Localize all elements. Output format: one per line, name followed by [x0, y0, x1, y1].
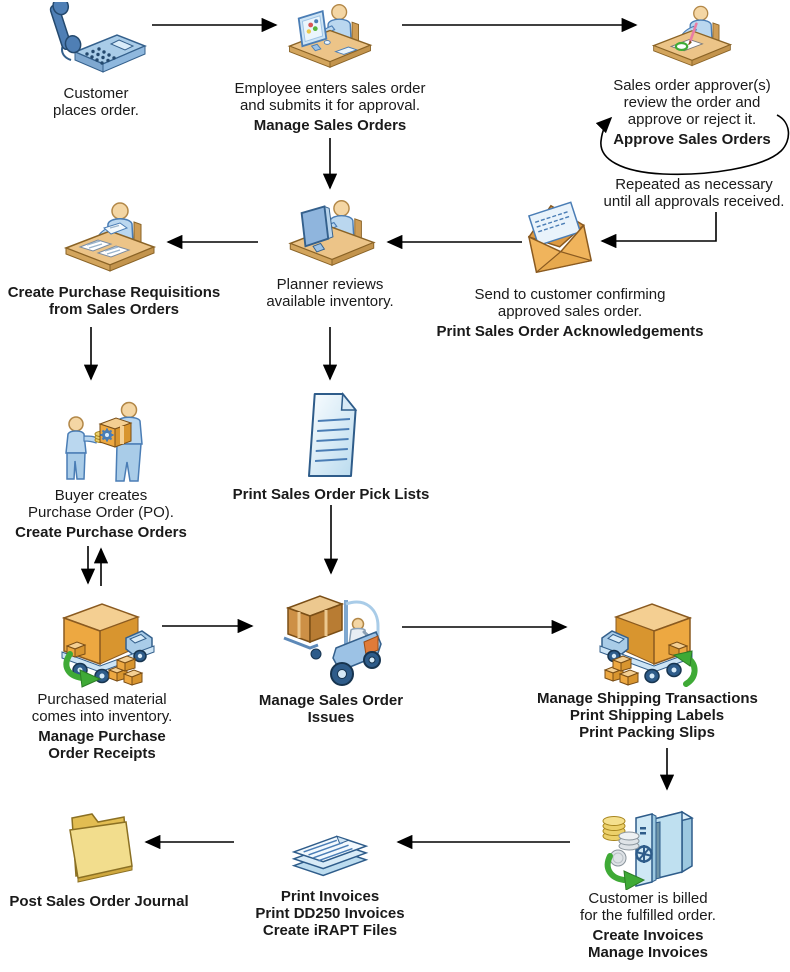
- label-approve: [582, 77, 790, 148]
- label-line: Purchase Order (PO).: [28, 504, 174, 521]
- outgoing-truck-icon: [598, 592, 698, 688]
- function-name: Manage Purchase: [38, 728, 166, 745]
- label-line: places order.: [53, 102, 139, 119]
- buyer-supplier-exchange-icon: [54, 384, 152, 486]
- label-receipts: [2, 691, 202, 762]
- function-name: Manage Invoices: [587, 944, 709, 961]
- function-name: Create iRAPT Files: [262, 922, 398, 939]
- label-line: and submits it for approval.: [239, 97, 421, 114]
- label-line: approve or reject it.: [627, 111, 757, 128]
- approver-signing-icon: [648, 2, 736, 70]
- label-shipping: [537, 690, 757, 741]
- label-customer: [16, 85, 176, 119]
- label-line: Customer: [63, 85, 129, 102]
- label-line: Purchased material: [37, 691, 167, 708]
- function-name: Print Packing Slips: [579, 724, 715, 741]
- label-line: Buyer creates: [54, 487, 148, 504]
- function-name: Issues: [307, 709, 355, 726]
- label-requisitions: [4, 284, 224, 318]
- label-line: Send to customer confirming: [474, 286, 666, 303]
- employee-at-computer-icon: [284, 0, 376, 72]
- telephone-icon: [40, 2, 152, 80]
- label-planner: [230, 276, 430, 310]
- label-line: Customer is billed: [588, 890, 708, 907]
- label-picklists: [221, 486, 441, 503]
- label-line: Sales order approver(s): [613, 77, 771, 94]
- label-journal: [0, 893, 199, 910]
- label-line: review the order and: [623, 94, 761, 111]
- function-name: Print Shipping Labels: [569, 707, 725, 724]
- incoming-truck-icon: [56, 592, 156, 688]
- function-name: Create Purchase Orders: [15, 524, 187, 541]
- label-issues: [231, 692, 431, 726]
- function-name: Print Invoices: [280, 888, 380, 905]
- note-line: Repeated as necessary: [615, 176, 773, 193]
- label-line: comes into inventory.: [31, 708, 173, 725]
- clerk-with-documents-icon: [58, 198, 162, 276]
- function-name: Manage Sales Order: [258, 692, 404, 709]
- label-line: approved sales order.: [497, 303, 643, 320]
- label-enter-order: [220, 80, 440, 134]
- forklift-icon: [280, 586, 382, 690]
- invoice-stack-icon: [288, 818, 372, 884]
- label-print-invoices: [230, 888, 430, 939]
- function-name: Create Invoices: [592, 927, 704, 944]
- label-buyer: [1, 487, 201, 541]
- planner-at-computer-icon: [283, 196, 381, 270]
- function-name: Create Purchase Requisitions: [7, 284, 221, 301]
- label-billing: [548, 890, 748, 961]
- label-line: for the fulfilled order.: [580, 907, 716, 924]
- label-line: available inventory.: [266, 293, 394, 310]
- label-approve-note: [584, 176, 790, 210]
- function-name: Approve Sales Orders: [613, 131, 771, 148]
- function-name: Print Sales Order Acknowledgements: [436, 323, 704, 340]
- function-name: Manage Shipping Transactions: [537, 690, 758, 707]
- function-name: Print DD250 Invoices: [255, 905, 405, 922]
- function-name: Print Sales Order Pick Lists: [232, 486, 430, 503]
- arrow-repeat-to-envelope: [602, 212, 716, 241]
- label-line: Planner reviews: [276, 276, 384, 293]
- function-name: Order Receipts: [48, 745, 156, 762]
- label-acknowledge: [430, 286, 710, 340]
- note-line: until all approvals received.: [603, 193, 785, 210]
- function-name: Manage Sales Orders: [253, 117, 407, 134]
- folder-icon: [62, 804, 138, 892]
- pick-list-document-icon: [303, 390, 359, 480]
- label-line: Employee enters sales order: [234, 80, 426, 97]
- safe-with-coins-icon: [600, 798, 696, 890]
- function-name: from Sales Orders: [48, 301, 180, 318]
- function-name: Post Sales Order Journal: [9, 893, 189, 910]
